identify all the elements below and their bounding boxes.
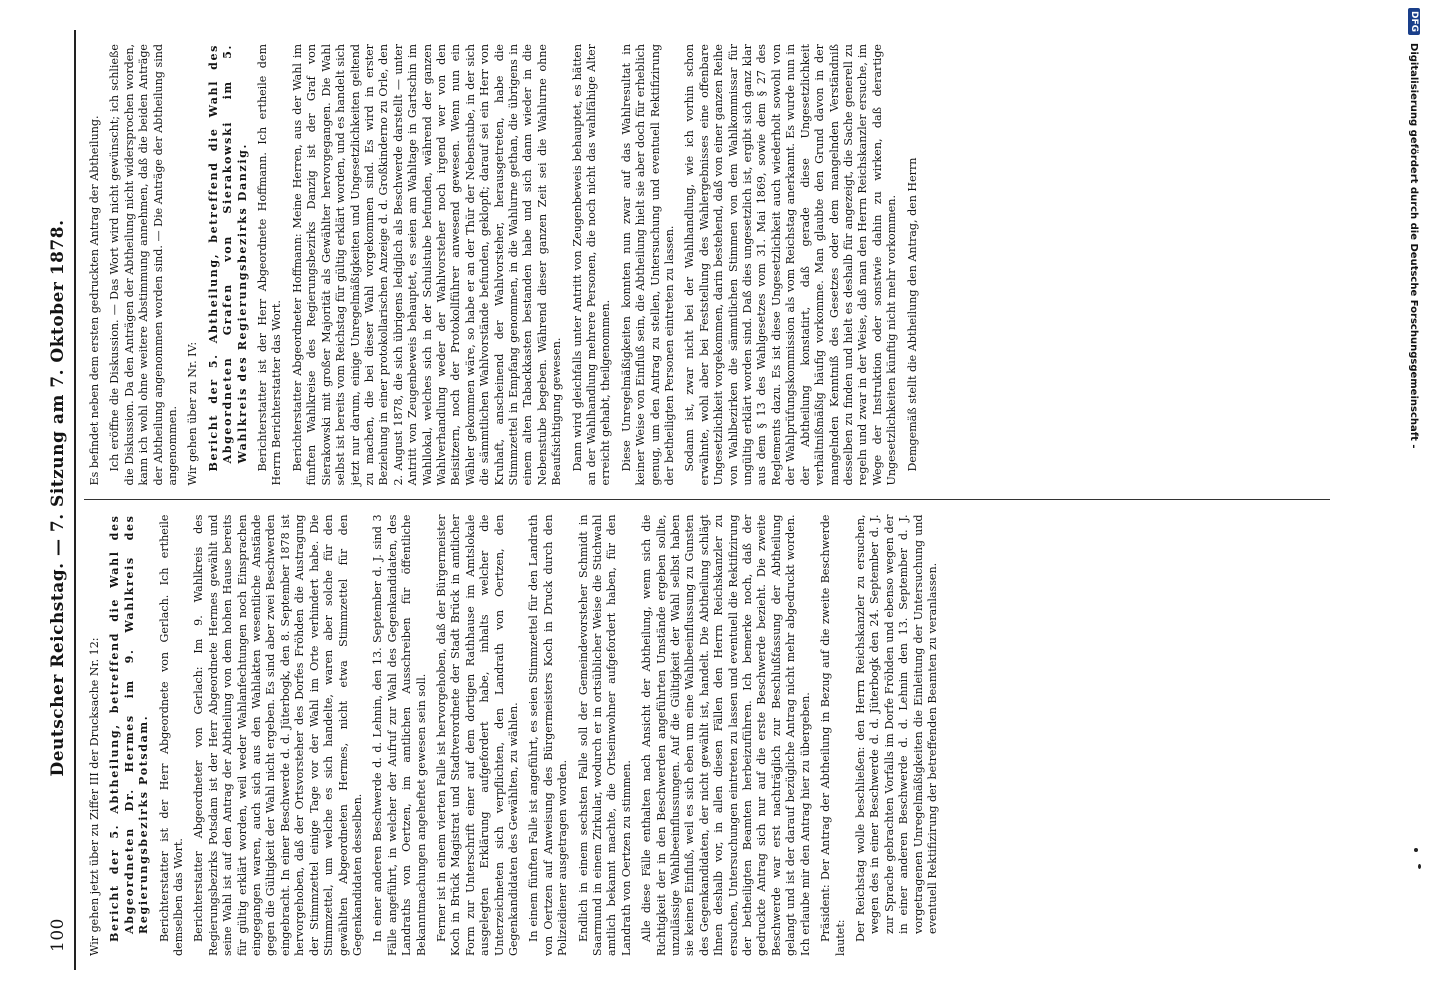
funding-note-text: Digitalisierung gefördert durch die Deutsche Forschungsgemeinschaft - (1408, 43, 1420, 449)
funding-strip (1406, 8, 1426, 988)
funding-note (1404, 8, 1424, 988)
text-columns (84, 30, 1330, 970)
paragraph: In einem fünften Falle ist angeführt, es seien Stimmzettel für den Landrath von Oertzen auf Anweisung des Bürgermeisters Koch in Druck durch den Polizeidiener ausgetragen worden. (527, 514, 570, 956)
paragraph: Wir gehen über zu Nr. IV: (186, 341, 200, 486)
scan-speck (1418, 864, 1421, 869)
report-heading: Bericht der 5. Abtheilung, betreffend die Wahl des Abgeordneten Grafen von Sierakowski im 5. Wahlkreis des Regierungsbezirks Danzig. (206, 44, 249, 472)
page-number: 100 (48, 918, 68, 952)
paragraph: Demgemäß stellt die Abtheilung den Antrag, den Herrn (905, 157, 919, 472)
paragraph: Alle diese Fälle enthalten nach Ansicht der Abtheilung, wenn sich die Richtigkeit der in den Beschwerden angeführten Umstände ergeben sollte, unzulässige Wahlbeeinflussungen. Auf die Gültigkeit der Wahl selbst haben sie keinen Einfluß, weil es sich eben um eine Wahlbeeinflussung zu Gunsten des Gegenkandidaten, der nicht gewählt ist, handelt. Die Abtheilung schlägt Ihnen deshalb vor, in allen diesen Fällen den Herrn Reichskanzler zu ersuchen, Untersuchungen eintreten zu lassen und eventuell die Rektifizirung der betheiligten Beamten herbeizuführen. Ich bemerke noch, daß der gedruckte Antrag sich nur auf die erste Beschwerde bezieht. Die zweite Beschwerde war erst nachträglich zur Beschlußfassung der Abtheilung gelangt und ist der darauf bezügliche Antrag nicht mehr abgedruckt worden. Ich erlaube mir den Antrag hier zu übergeben. (640, 514, 812, 956)
resolution-text: Der Reichstag wolle beschließen: den Herrn Reichskanzler zu ersuchen, wegen des in einer Beschwerde d. d. Jüterbogk den 24. September d. J. zur Sprache gebrachten Vorfalls im Dorfe Fröhden und ebenso wegen der in einer anderen Beschwerde d. d. Lehnin den 13. September d. J. vorgetragenen Unregelmäßigkeiten die Einleitung der Untersuchung und eventuell Rektifizirung der betreffenden Beamten zu veranlassen. (853, 514, 939, 942)
page-header (30, 30, 76, 970)
paragraph: Diese Unregelmäßigkeiten konnten nun zwar auf das Wahlresultat in keiner Weise von Einfluß sein, die Abtheilung hielt sie aber doch für erheblich genug, um den Antrag zu stellen, Untersuchung und eventuell Rektifizirung der betheiligten Personen eintreten zu lassen. (619, 44, 677, 486)
dfg-logo: DFG (1408, 8, 1420, 35)
paragraph: Präsident: Der Antrag der Abtheilung in Bezug auf die zweite Beschwerde lautet: (819, 514, 847, 956)
paragraph: Wir gehen jetzt über zu Ziffer III der Drucksache Nr. 12: (88, 637, 101, 956)
column-left (84, 501, 1330, 971)
paragraph: Sodann ist, zwar nicht bei der Wahlhandlung, wie ich vorhin schon erwähnte, wohl aber bei Feststellung des Wahlergebnisses eine offenbare Ungesetzlichkeit vorgekommen, darin bestehend, daß von einer ganzen Reihe von Wahlbezirken die sämmtlichen Stimmen von dem Wahlkommissar für ungültig erklärt worden sind. Daß dies ungesetzlich ist, ergibt sich ganz klar aus dem § 13 des Wahlgesetzes vom 31. Mai 1869, sowie dem § 27 des Reglements dazu. Es ist diese Ungesetzlichkeit auch wiederholt sowohl von der Wahlprüfungskommission als vom Reichstag anerkannt. Es wurde nun in der Abtheilung konstatirt, daß gerade diese Ungesetzlichkeit verhältnißmäßig häufig vorkomme. Man glaubte den Grund davon in der mangelnden Kenntniß des Gesetzes oder dem mangelnden Verständniß desselben zu finden und hielt es deshalb für angezeigt, die Sache generell zu regeln und zwar in der Weise, daß man den Herrn Reichskanzler ersuche, im Wege der Instruktion oder sonstwie dahin zu wirken, daß derartige Ungesetzlichkeiten künftig nicht mehr vorkommen. (683, 44, 899, 486)
paragraph: Berichterstatter Abgeordneter Hoffmann: Meine Herren, aus der Wahl im fünften Wahlkreise des Regierungsbezirks Danzig ist der Graf von Sierakowski mit großer Majorität als Gewählter hervorgegangen. Die Wahl selbst ist bereits vom Reichstag für gültig erklärt worden, und es handelt sich jetzt nur darum, einige Unregelmäßigkeiten und Ungesetzlichkeiten geltend zu machen, die bei dieser Wahl vorgekommen sind. Es wird in erster Beziehung in einer protokollarischen Anzeige d. d. Großkinderno zu Orle, den 2. August 1878, die sich übrigens lediglich als Beschwerde darstellt — unter Antritt von Zeugenbeweis behauptet, es seien am Wahltage in Gartschin im Wahllokal, welches sich in der Schulstube befunden, während der ganzen Wahlverhandlung weder der Wahlvorsteher noch irgend wer von den Beisitzern, noch der Protokollführer anwesend gewesen. Wenn nun ein Wähler gekommen wäre, so habe er an der Thür der Nebenstube, in der sich die sämmtlichen Wahlvorstände befunden, geklopft; darauf sei ein Herr von Kruhaft, anscheinend der Wahlvorsteher, herausgetreten, habe die Stimmzettel in Empfang genommen, in die Wahlurne gethan, die übrigens in einem alten Tabackkasten bestanden habe und sich dann wieder in die Nebenstube begeben. Während dieser ganzen Zeit sei die Wahlurne ohne Beaufsichtigung gewesen. (290, 44, 564, 486)
page-title: Deutscher Reichstag. — 7. Sitzung am 7. Oktober 1878. (48, 219, 68, 777)
paragraph: Berichterstatter Abgeordneter von Gerlach: Im 9. Wahlkreis des Regierungsbezirks Potsdam ist der Herr Abgeordnete Hermes gewählt und seine Wahl ist auf den Antrag der Abtheilung von dem hohen Hause bereits für gültig erklärt worden, weil weder Wahlanfechtungen noch Einsprachen eingegangen waren, auch sich aus den Wahlakten wesentliche Anstände gegen die Gültigkeit der Wahl nicht ergeben. Es sind aber zwei Beschwerden eingebracht. In einer Beschwerde d. d. Jüterbogk, den 8. September 1878 ist hervorgehoben, daß der Ortsvorsteher des Dorfes Fröhden die Austragung der Stimmzettel einige Tage vor der Wahl im Orte verhindert habe. Die Stimmzettel, um welche es sich handelte, waren aber solche für den gewählten Abgeordneten Hermes, nicht etwa Stimmzettel für den Gegenkandidaten desselben. (192, 514, 364, 956)
paragraph: Berichterstatter ist der Herr Abgeordnete Hoffmann. Ich ertheile dem Herrn Berichterstatter das Wort. (256, 44, 284, 486)
paragraph: Es befindet neben dem ersten gedruckten Antrag der Abtheilung. (88, 115, 101, 486)
column-right (84, 30, 1330, 501)
paragraph: Berichterstatter ist der Herr Abgeordnete von Gerlach. Ich ertheile demselben das Wort. (157, 514, 186, 956)
rotated-document-page (30, 30, 1330, 970)
paragraph: Ich eröffne die Diskussion. — Das Wort wird nicht gewünscht; ich schließe die Diskussion. Da den Anträgen der Abtheilung nicht widersprochen worden, kann ich wohl ohne weitere Abstimmung annehmen, daß die beiden Anträge der Abtheilung angenommen worden sind. — Die Anträge der Abtheilung sind angenommen. (108, 44, 180, 486)
paragraph: In einer anderen Beschwerde d. d. Lehnin, den 13. September d. J. sind 3 Fälle angeführt, in welcher der Aufruf zur Wahl des Gegenkandidaten, des Landraths von Oertzen, im amtlichen Ausschreiben für öffentliche Bekanntmachungen angeheftet gewesen sein soll. (371, 514, 428, 956)
scan-speck (1414, 848, 1418, 852)
paragraph: Endlich in einem sechsten Falle soll der Gemeindevorsteher Schmidt in Saarmund in einem Zirkular, wodurch er in ortsüblicher Weise die Stichwahl amtlich bekannt machte, die Ortseinwohner aufgefordert haben, für den Landrath von Oertzen zu stimmen. (576, 514, 633, 956)
paragraph: Ferner ist in einem vierten Falle ist hervorgehoben, daß der Bürgermeister Koch in Brück Magistrat und Stadtverordnete der Stadt Brück in amtlicher Form zur Unterschrift einer auf dem dortigen Rathhause im Amtslokale ausgelegten Erklärung aufgefordert habe, inhalts welcher die Unterzeichneten sich verpflichten, den Landrath von Oertzen, den Gegenkandidaten des Gewählten, zu wählen. (434, 514, 520, 956)
report-heading: Bericht der 5. Abtheilung, betreffend die Wahl des Abgeordneten Dr. Hermes im 9. Wahlkreis des Regierungsbezirks Potsdam. (108, 514, 151, 942)
paragraph: Dann wird gleichfalls unter Antritt von Zeugenbeweis behauptet, es hätten an der Wahlhandlung mehrere Personen, die noch nicht das wahlfähige Alter erreicht gehabt, theilgenommen. (570, 44, 613, 486)
